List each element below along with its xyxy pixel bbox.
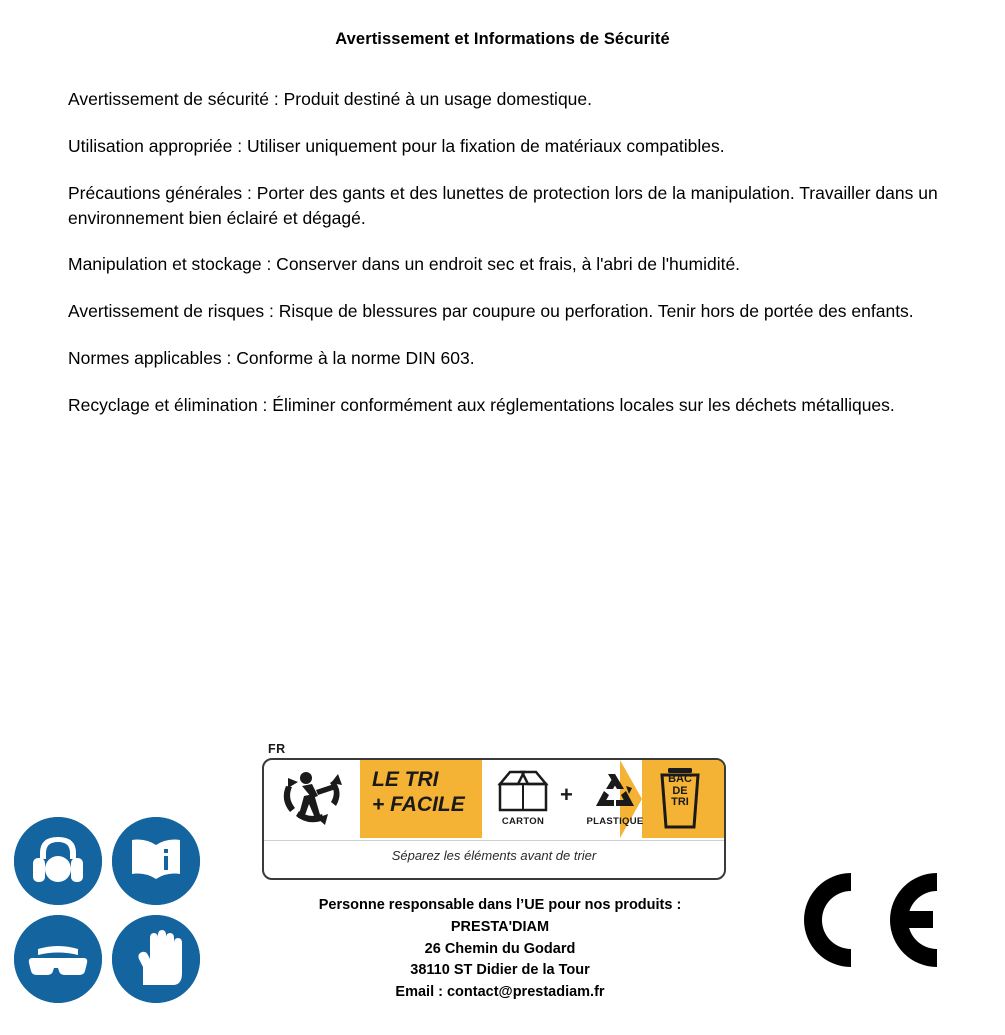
bin-label-line2: DE <box>672 784 688 797</box>
triman-footer-text: Séparez les éléments avant de trier <box>264 840 724 871</box>
carton-icon <box>492 768 554 814</box>
triman-recycling-label <box>262 742 724 877</box>
bin-label <box>660 774 700 809</box>
responsible-person-block <box>200 895 800 1004</box>
responsible-suffix: pour nos produits : <box>544 897 682 913</box>
paragraph-applicable-standards: Normes applicables : Conforme à la norme DIN 603. <box>68 348 475 369</box>
triman-label-box <box>262 758 726 880</box>
eye-protection-icon <box>14 915 102 1003</box>
company-email: Email : contact@prestadiam.fr <box>395 984 605 1000</box>
plastique-label: PLASTIQUE <box>586 816 644 827</box>
document-body <box>68 87 971 418</box>
responsible-strong: UE <box>524 897 545 913</box>
triman-heading <box>372 768 482 818</box>
ce-marking-icon <box>795 865 945 975</box>
paragraph-handling-storage: Manipulation et stockage : Conserver dans un endroit sec et frais, à l'abri de l'humidité. <box>68 254 741 275</box>
plus-sign: + <box>560 782 573 807</box>
company-city: 38110 ST Didier de la Tour <box>410 962 590 979</box>
triman-heading-line2: + FACILE <box>372 792 465 816</box>
page-title: Avertissement et Informations de Sécurité <box>335 30 670 48</box>
responsible-prefix: Personne responsable dans l’ <box>318 897 525 913</box>
plastique-icon <box>586 768 644 814</box>
paragraph-recycling-disposal: Recyclage et élimination : Éliminer conformément aux réglementations locales sur les déchets métalliques. <box>68 394 895 415</box>
responsible-person-line <box>200 895 800 917</box>
company-name: PRESTA'DIAM <box>450 918 550 935</box>
triman-figure-icon <box>272 764 358 836</box>
read-manual-icon <box>112 817 200 905</box>
pictogram-cluster <box>12 815 207 1010</box>
footer-area <box>0 720 1005 1035</box>
paragraph-general-precautions: Précautions générales : Porter des gants et des lunettes de protection lors de la manipulation. Travailler dans un environnement bien éclairé et dégagé. <box>68 182 938 228</box>
carton-label: CARTON <box>501 816 545 827</box>
triman-heading-line1: LE TRI <box>372 768 439 791</box>
hand-protection-icon <box>112 915 200 1003</box>
bin-label-line3: TRI <box>671 796 689 809</box>
paragraph-safety-warning: Avertissement de sécurité : Produit destiné à un usage domestique. <box>68 89 593 109</box>
paragraph-risk-warning: Avertissement de risques : Risque de blessures par coupure ou perforation. Tenir hors de portée des enfants. <box>68 301 914 322</box>
bin-label-line1: BAC <box>668 773 692 785</box>
triman-country-code: FR <box>268 742 286 756</box>
ear-protection-icon <box>14 817 102 905</box>
paragraph-proper-use: Utilisation appropriée : Utiliser uniquement pour la fixation de matériaux compatibles. <box>68 135 725 156</box>
company-street: 26 Chemin du Godard <box>424 940 576 957</box>
